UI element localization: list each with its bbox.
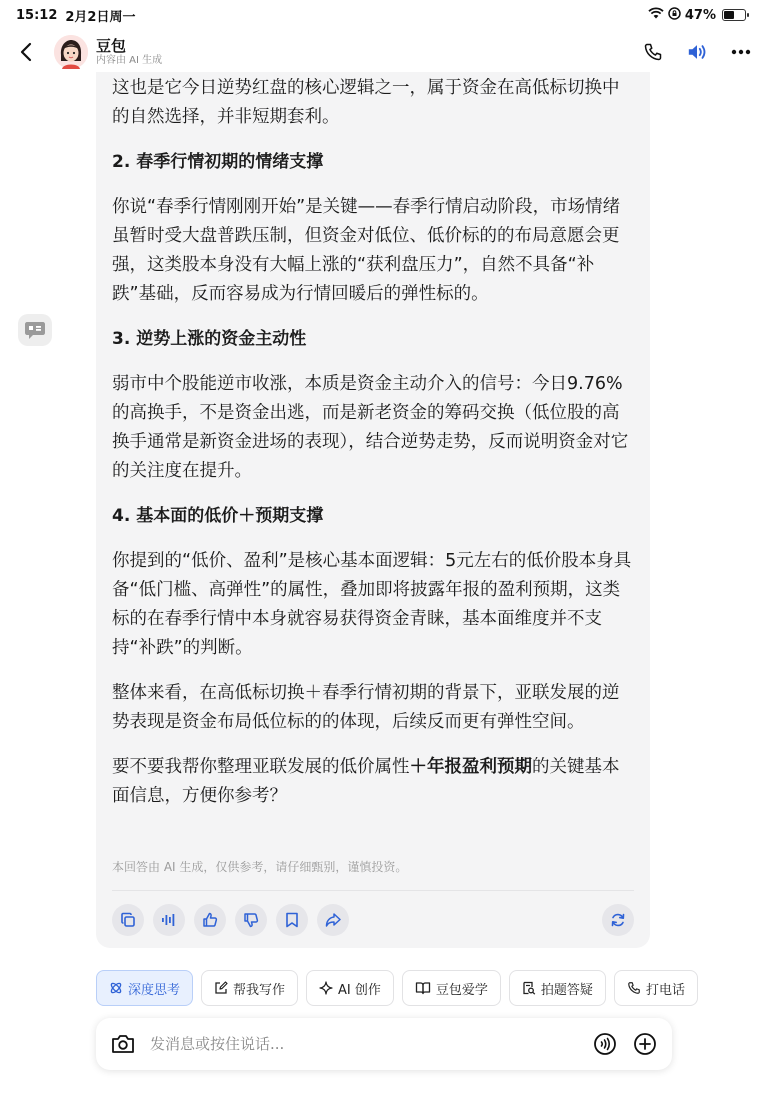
edit-icon xyxy=(214,981,228,995)
camera-button[interactable] xyxy=(110,1031,136,1057)
message-input[interactable] xyxy=(150,1035,592,1053)
message-paragraph: 整体来看，在高低标切换＋春季行情初期的背景下，亚联发展的逆势表现是资金布局低位标的的体现，后续反而更有弹性空间。 xyxy=(112,683,620,732)
chip-label: 豆包爱学 xyxy=(435,982,488,998)
battery-fill xyxy=(724,11,734,19)
chip-photo-solve[interactable] xyxy=(509,970,606,1006)
chip-deep-think[interactable] xyxy=(96,970,193,1006)
avatar[interactable] xyxy=(54,35,88,69)
back-button[interactable] xyxy=(16,37,36,67)
chat-bubble-icon xyxy=(24,320,46,340)
message-input-bar xyxy=(96,1018,672,1070)
phone-icon xyxy=(643,42,663,62)
share-icon xyxy=(325,912,341,928)
floating-chat-button[interactable] xyxy=(18,314,52,346)
message-actions xyxy=(112,904,634,936)
bookmark-icon xyxy=(285,912,299,928)
voice-icon xyxy=(593,1032,617,1056)
doc-search-icon xyxy=(522,981,536,995)
message-paragraph: 弱市中个股能逆市收涨，本质是资金主动介入的信号：今日9.76%的高换手，不是资金出逃，而是新老资金的筹码交换（低位股的高换手通常是新资金进场的表现），结合逆势走势，反而说明资金对它的关注度在提升。 xyxy=(112,374,629,481)
add-button[interactable] xyxy=(632,1031,658,1057)
status-bar xyxy=(0,0,768,30)
battery-percent: 47% xyxy=(684,7,716,23)
question-text: 的关键基本面信息，方便你参考？ xyxy=(112,757,620,806)
speaker-icon xyxy=(686,42,708,62)
speaker-button[interactable] xyxy=(686,41,708,63)
status-time: 15:12 xyxy=(16,7,58,23)
plus-circle-icon xyxy=(633,1032,657,1056)
share-button[interactable] xyxy=(317,904,349,936)
voice-input-button[interactable] xyxy=(592,1031,618,1057)
message-content xyxy=(112,72,634,827)
more-icon xyxy=(731,49,751,55)
chip-ai-create[interactable] xyxy=(306,970,394,1006)
chevron-left-icon xyxy=(20,42,32,62)
book-icon xyxy=(415,981,431,995)
like-button[interactable] xyxy=(194,904,226,936)
chip-label: 帮我写作 xyxy=(233,982,286,998)
ai-disclaimer: 本回答由 AI 生成，仅供参考，请仔细甄别，谨慎投资。 xyxy=(112,860,408,874)
divider xyxy=(112,890,634,891)
camera-icon xyxy=(111,1033,135,1055)
message-paragraph: 这也是它今日逆势红盘的核心逻辑之一，属于资金在高低标切换中的自然选择，并非短期套利。 xyxy=(112,78,620,127)
section-heading: 4. 基本面的低价＋预期支撑 xyxy=(112,506,324,526)
more-button[interactable] xyxy=(730,41,752,63)
page-title: 豆包 xyxy=(96,37,127,55)
chip-label: 打电话 xyxy=(645,982,685,998)
read-aloud-button[interactable] xyxy=(153,904,185,936)
copy-button[interactable] xyxy=(112,904,144,936)
bookmark-button[interactable] xyxy=(276,904,308,936)
quick-actions xyxy=(96,970,685,1006)
thumbs-up-icon xyxy=(202,912,218,928)
chip-label: 拍题答疑 xyxy=(540,982,593,998)
chip-label: AI 创作 xyxy=(338,982,381,998)
phone-call-button[interactable] xyxy=(642,41,664,63)
question-text: 要不要我帮你整理亚联发展的低价属性 xyxy=(112,757,410,777)
message-paragraph: 你提到的“低价、盈利”是核心基本面逻辑：5元左右的低价股本身具备“低门槛、高弹性”的属性，叠加即将披露年报的盈利预期，这类标的在春季行情中本身就容易获得资金青睐，基本面维度并不支持“补跌”的判断。 xyxy=(112,551,632,658)
message-paragraph: 你说“春季行情刚刚开始”是关键——春季行情启动阶段，市场情绪虽暂时受大盘普跌压制，但资金对低位、低价标的的布局意愿会更强，这类股本身没有大幅上涨的“获利盘压力”，自然不具备“补跌”基础，反而容易成为行情回暖后的弹性标的。 xyxy=(112,197,621,304)
dislike-button[interactable] xyxy=(235,904,267,936)
battery-icon xyxy=(722,9,746,21)
page-subtitle: 内容由 AI 生成 xyxy=(96,55,163,66)
section-heading: 3. 逆势上涨的资金主动性 xyxy=(112,329,307,349)
chat-header xyxy=(0,30,768,74)
chip-call[interactable] xyxy=(614,970,698,1006)
chip-writing[interactable] xyxy=(201,970,298,1006)
status-date: 2月2日周一 xyxy=(65,9,136,25)
lock-rotation-icon xyxy=(668,7,681,24)
message-question xyxy=(112,753,634,811)
thumbs-down-icon xyxy=(243,912,259,928)
deep-think-icon xyxy=(109,981,123,995)
section-heading: 2. 春季行情初期的情绪支撑 xyxy=(112,152,324,172)
question-bold-text: ＋年报盈利预期 xyxy=(409,757,532,777)
phone-icon xyxy=(627,981,641,995)
wifi-icon xyxy=(648,7,664,23)
chip-study[interactable] xyxy=(402,970,501,1006)
regenerate-button[interactable] xyxy=(602,904,634,936)
audio-wave-icon xyxy=(161,913,177,927)
refresh-icon xyxy=(610,912,626,928)
copy-icon xyxy=(120,912,136,928)
assistant-message xyxy=(96,72,650,948)
chip-label: 深度思考 xyxy=(128,982,181,998)
sparkle-icon xyxy=(319,981,333,995)
